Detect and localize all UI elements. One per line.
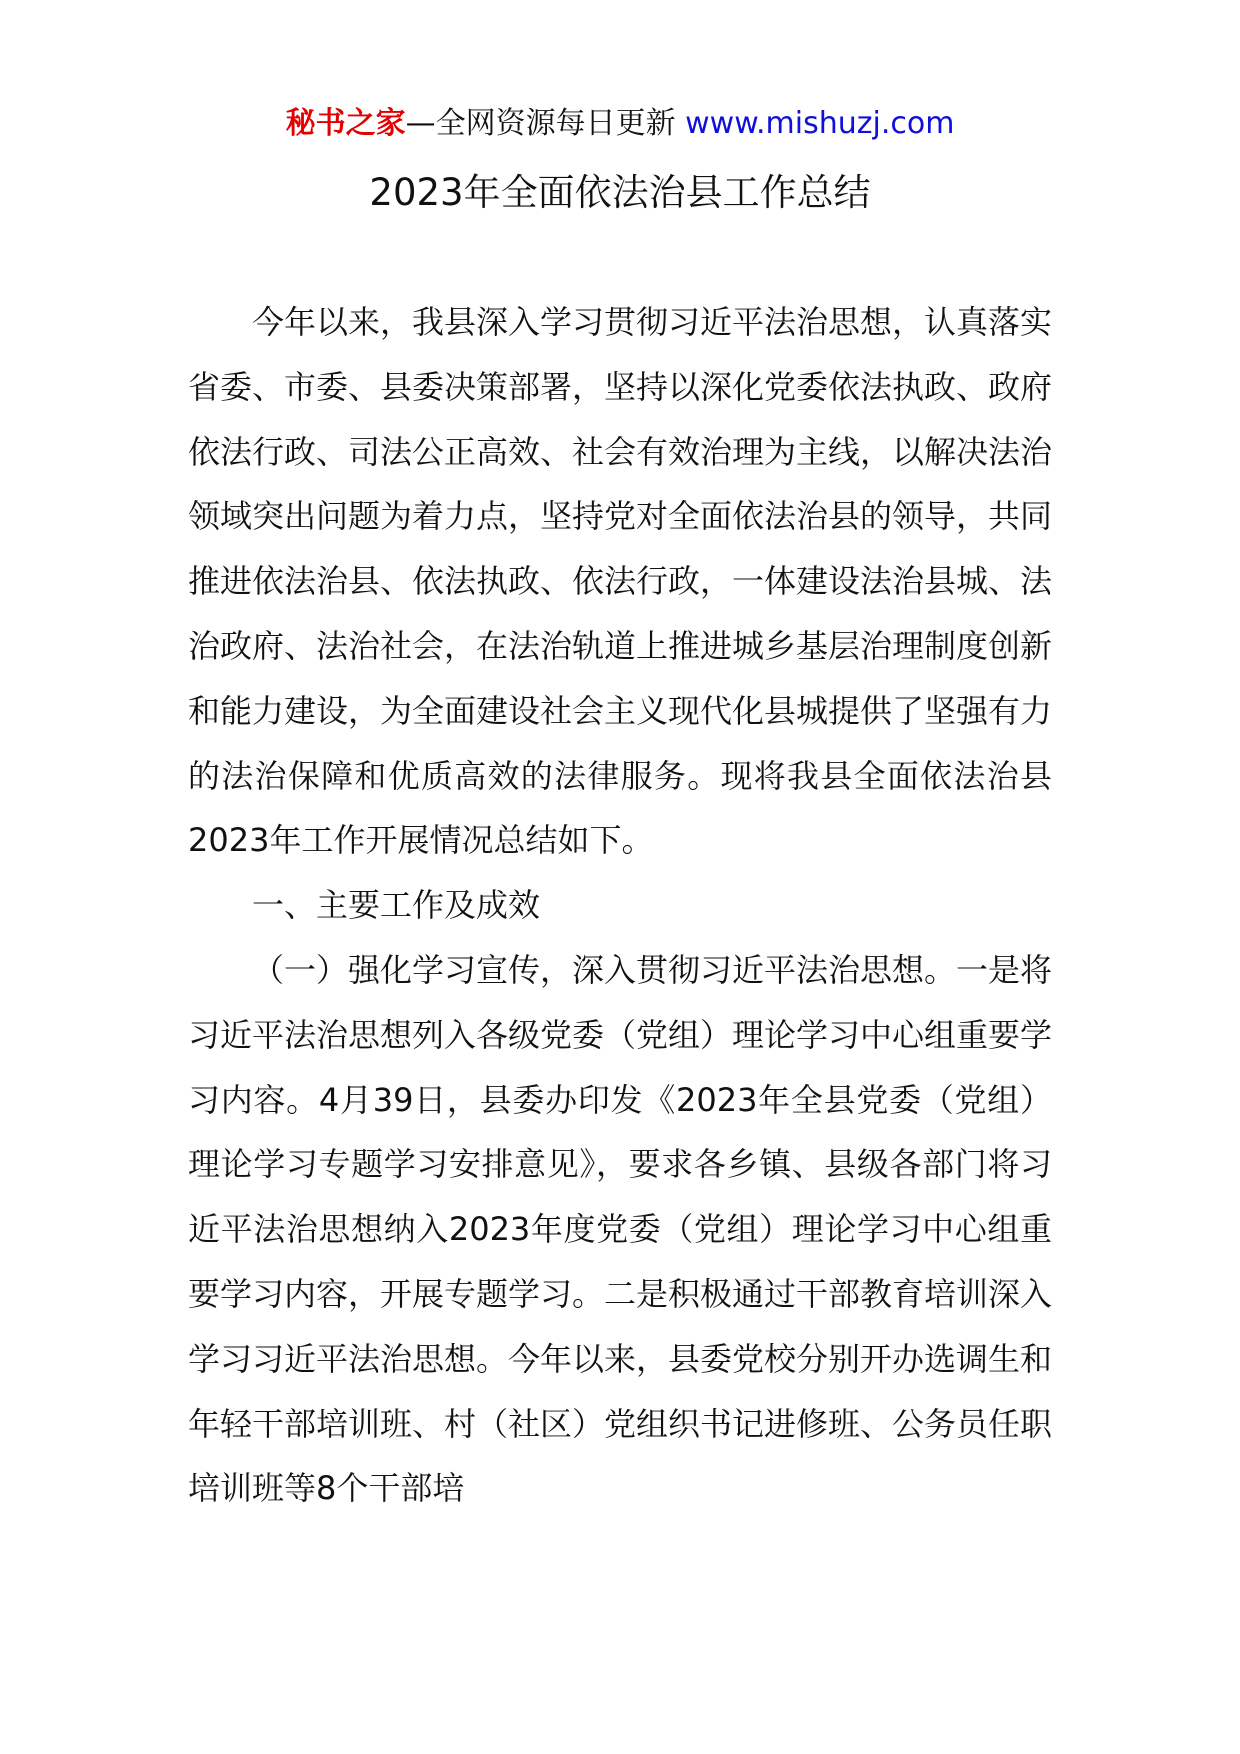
section-heading: 一、主要工作及成效 <box>252 886 541 925</box>
header-tagline: —全网资源每日更新 <box>405 106 676 141</box>
site-url-link[interactable]: www.mishuzj.com <box>685 106 955 141</box>
brand-name: 秘书之家 <box>285 106 406 141</box>
intro-paragraph: 今年以来，我县深入学习贯彻习近平法治思想，认真落实省委、市委、县委决策部署，坚持以深化党委依法执政、政府依法行政、司法公正高效、社会有效治理为主线，以解决法治领域突出问题为着力点，坚持党对全面依法治县的领导，共同推进依法治县、依法执政、依法行政，一体建设法治县城、法治政府、法治社会，在法治轨道上推进城乡基层治理制度创新和能力建设，为全面建设社会主义现代化县城提供了坚强有力的法治保障和优质高效的法律服务。现将我县全面依法治县2023年工作开展情况总结如下。 <box>188 303 1053 860</box>
subsection-paragraph: （一）强化学习宣传，深入贯彻习近平法治思想。一是将习近平法治思想列入各级党委（党组）理论学习中心组重要学习内容。4月39日，县委办印发《2023年全县党委（党组）理论学习专题学习安排意见》，要求各乡镇、县级各部门将习近平法治思想纳入2023年度党委（党组）理论学习中心组重要学习内容，开展专题学习。二是积极通过干部教育培训深入学习习近平法治思想。今年以来，县委党校分别开办选调生和年轻干部培训班、村（社区）党组织书记进修班、公务员任职培训班等8个干部培 <box>188 950 1053 1508</box>
document-title: 2023年全面依法治县工作总结 <box>369 171 871 214</box>
document-body <box>188 290 1052 1521</box>
site-header <box>0 100 1240 148</box>
